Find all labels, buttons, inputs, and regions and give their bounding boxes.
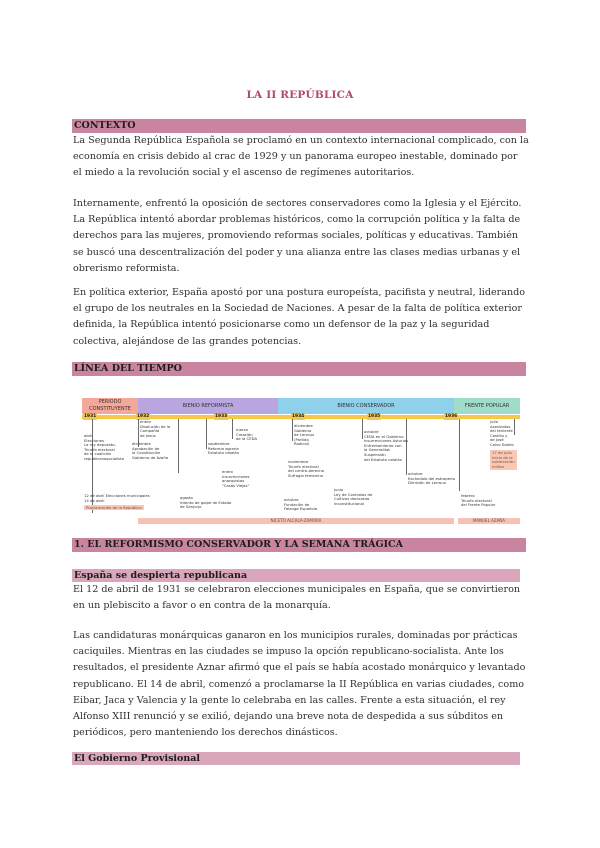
subheading-espana-republicana: España se despierta republicana (72, 569, 520, 582)
event-sanjurjada: agosto Intento de golpe de Estado de Sanjurjo (180, 495, 232, 510)
period-frente-popular: FRENTE POPULAR (454, 398, 520, 414)
reformismo-paragraph-1: El 12 de abril de 1931 se celebraron elecciones municipales en España, que se convirtieron en un plebiscito a favor o en contra de la monarquía. (73, 584, 521, 612)
period-bienio-conservador: BIENIO CONSERVADOR (278, 398, 454, 414)
event-octubre-1934: octubre CEDA en el Gobierno Insurrecciones Asturias Enfrentamiento con la Generalitat Suspensión del Estatuto catalán (364, 429, 409, 462)
tick-line (459, 419, 460, 491)
presidency-band-azana: MANUEL AZAÑA (458, 518, 520, 524)
year-1934: 1934 (292, 414, 305, 419)
timeline-figure (82, 398, 520, 528)
year-1933: 1933 (215, 414, 228, 419)
tick-line (514, 419, 515, 435)
event-disolucion-jesuitas: enero Disolución de la Compañía de Jesús (140, 419, 171, 438)
event-gobierno-lerroux: diciembre Gobierno de Lerroux (Partido Radical) (294, 423, 315, 447)
contexto-paragraph-1: La Segunda República Española se proclamó en un contexto internacional complicado, con la economía en crisis debido al crac de 1929 y un panorama europeo inestable, dominado por el miedo a la revolución social y el ascenso de regímenes autoritarios. (73, 135, 529, 179)
event-abril-1931: abril Elecciones La rey depuesto, Triunfo electoral de la coalición republicanosocialista (84, 433, 124, 461)
year-1931: 1931 (84, 414, 97, 419)
presidency-band-alcala-zamora: NICETO ALCALÁ-ZAMORA (138, 518, 454, 524)
reformismo-paragraph-2: Las candidaturas monárquicas ganaron en los municipios rurales, dominadas por prácticas caciquiles. Mientras en las ciudades se impuso la opción republicano-socialista. Ante los resultados, el presidente Aznar afirmó que el país se había acostado monárquico y levantado republicano. El 14 de abril, comenzó a proclamarse la II República en varias ciudades, como Eibar, Jaca y Valencia y la gente lo celebraba en las calles. Frente a esta situación, el rey Alfonso XIII renunció y se exilió, dejando una breve nota de despedida a sus súbditos en periódicos, pero manteniendo los derechos dinásticos. (73, 630, 526, 739)
section-heading-reformismo: 1. EL REFORMISMO CONSERVADOR Y LA SEMANA TRÁGICA (72, 538, 526, 552)
contexto-paragraph-2: Internamente, enfrentó la oposición de sectores conservadores como la Iglesia y el Ejército. La República intentó abordar problemas históricos, como la corrupción política y la falta de derechos para las mujeres, promoviendo reformas sociales, políticas y educativas. También se buscó una descentralización del poder y una alianza entre las clases medias urbanas y el obrerismo reformista. (73, 198, 522, 274)
section-heading-contexto: CONTEXTO (72, 119, 526, 133)
period-bienio-reformista: BIENIO REFORMISTA (138, 398, 278, 414)
event-triunfo-centro-derecha: noviembre Triunfo electoral del centro-derecha Sufragio femenino (288, 459, 324, 478)
year-1936: 1936 (445, 414, 458, 419)
event-constitucion: diciembre Aprobación de la Constitución Gobierno de Azaña (132, 441, 169, 460)
event-falange: octubre Fundación de Falange Española (284, 497, 318, 512)
page-title: LA II REPÚBLICA (246, 89, 354, 101)
tick-line (292, 419, 293, 441)
event-reforma-agraria: septiembre Reforma agraria Estatuto catalán (208, 441, 240, 456)
event-sublevacion: 17 de julio Inicio de la sublevación militar (492, 450, 515, 469)
event-estraperlo: octubre Escándalo del estraperlo Dimisión de Lerroux (408, 471, 455, 486)
tick-line (362, 419, 363, 439)
event-ley-contratos: junio Ley de Contratos de Cultivos declarada inconstitucional (334, 487, 373, 506)
year-1932: 1932 (137, 414, 150, 419)
year-1935: 1935 (368, 414, 381, 419)
section-heading-timeline: LÍNEA DEL TIEMPO (72, 362, 526, 376)
event-casas-viejas: enero Insurrecciones anarquistas "Casas Viejas" (222, 469, 250, 488)
tick-line (206, 419, 207, 449)
event-asesinatos: julio Asesinatos del teniente Castillo y de José Calvo Sotelo (490, 419, 514, 447)
period-constituyente: PERIODO CONSTITUYENTE (82, 398, 138, 414)
event-frente-popular: febrero Triunfo electoral del Frente Popular (461, 493, 496, 508)
contexto-paragraph-3: En política exterior, España apostó por una postura europeísta, pacifista y neutral, liderando el grupo de los neutrales en la Sociedad de Naciones. A pesar de la falta de política exterior definida, la República intentó posicionarse como un defensor de la paz y la seguridad colectiva, alejándose de las grandes potencias. (73, 287, 526, 347)
tick-line (178, 419, 179, 473)
event-proclamacion: Proclamación de la República (86, 505, 142, 510)
event-elecciones-municipales: 12 de abril Elecciones municipales 14 de abril (84, 493, 150, 503)
subheading-gobierno-provisional: El Gobierno Provisional (72, 752, 520, 765)
event-ceda: marzo Creación de la CEDA (236, 427, 258, 442)
tick-line (232, 419, 233, 439)
